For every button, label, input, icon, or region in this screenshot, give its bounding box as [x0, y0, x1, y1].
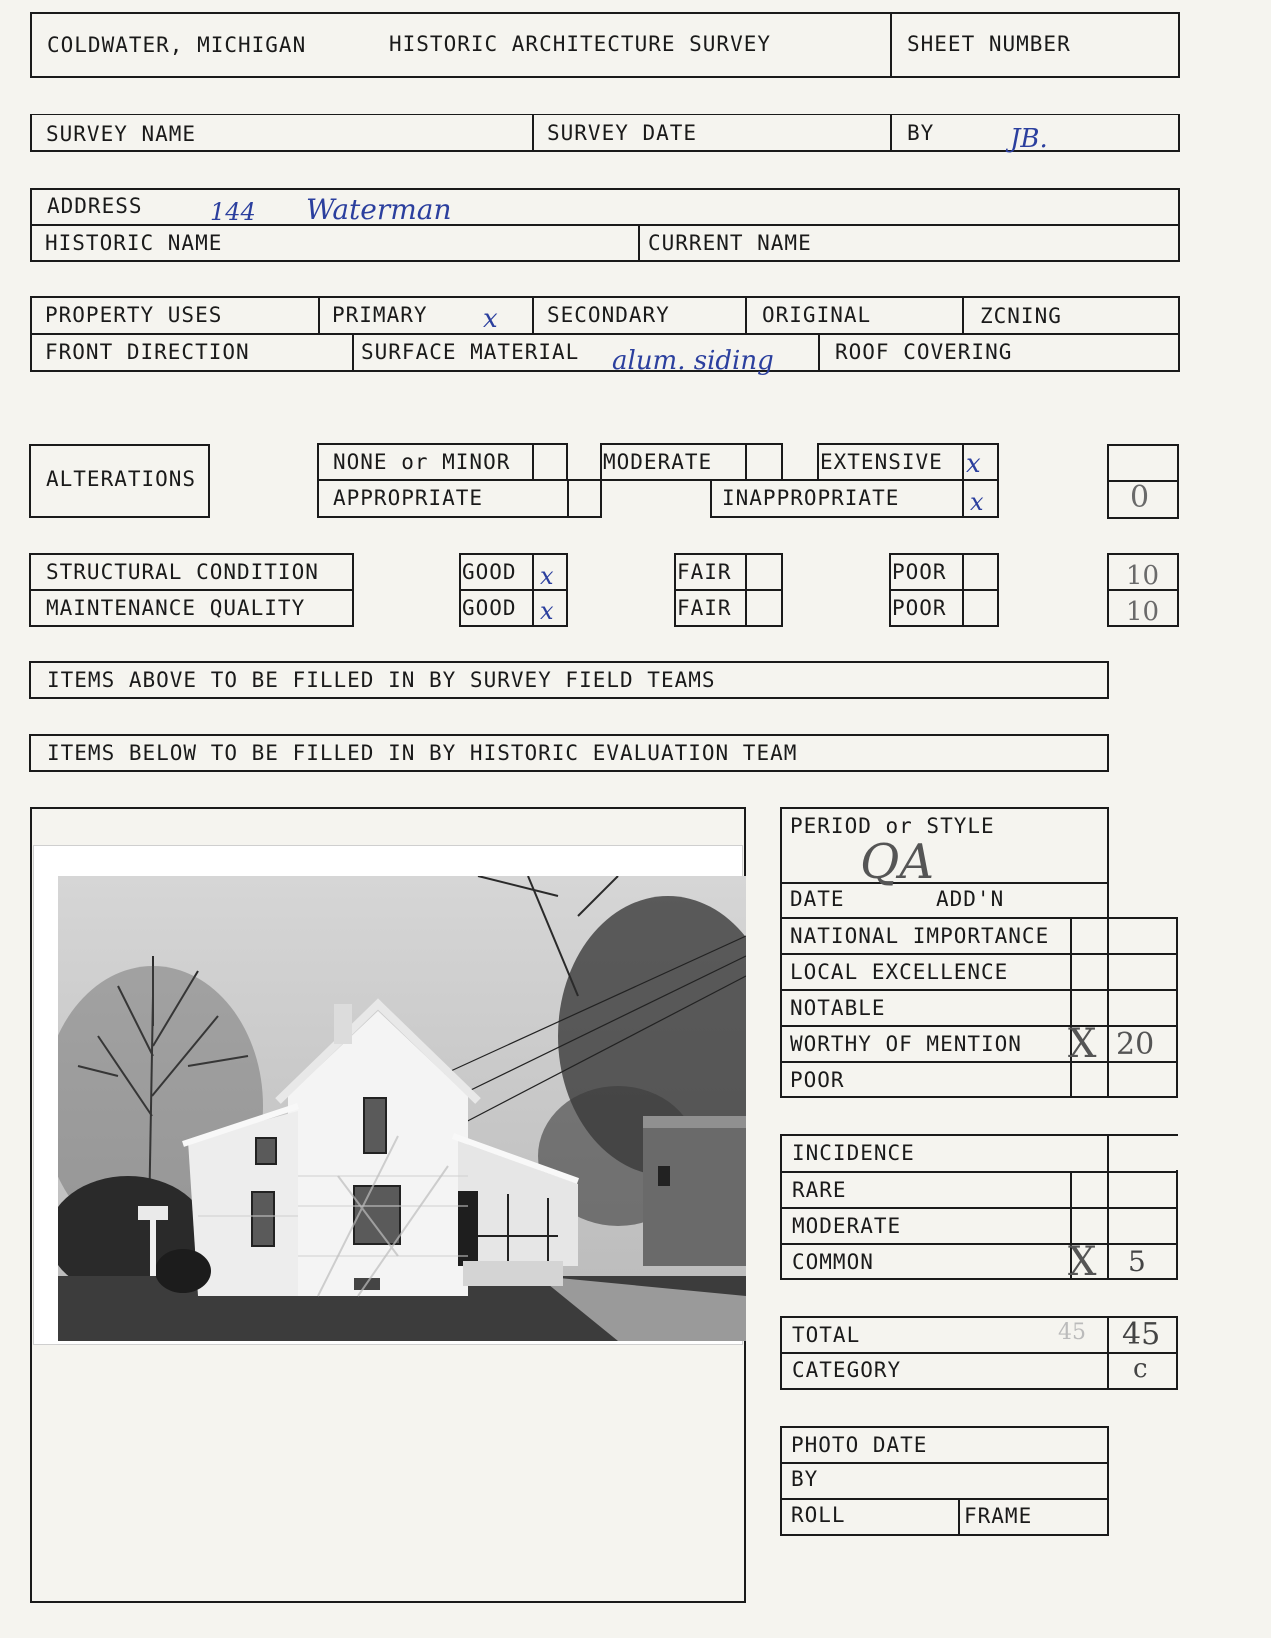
fair-label-1: FAIR — [677, 560, 732, 584]
inappropriate-label: INAPPROPRIATE — [722, 486, 900, 510]
frame-label: FRAME — [964, 1504, 1033, 1528]
property-uses-label: PROPERTY USES — [45, 303, 223, 327]
incidence-moderate-label: MODERATE — [792, 1214, 902, 1238]
extensive-mark: x — [966, 449, 981, 479]
historic-name-label: HISTORIC NAME — [45, 231, 223, 255]
date-label: DATE — [790, 887, 845, 911]
rare-label: RARE — [792, 1178, 847, 1202]
fair-label-2: FAIR — [677, 596, 732, 620]
good-label-1: GOOD — [462, 560, 517, 584]
period-style-value: QA — [860, 834, 935, 890]
notable-label: NOTABLE — [790, 996, 886, 1020]
zoning-label: ZCNING — [980, 304, 1062, 328]
original-label: ORIGINAL — [762, 303, 872, 327]
worthy-score: 20 — [1116, 1027, 1155, 1062]
incidence-label: INCIDENCE — [792, 1141, 915, 1165]
poor-label-2: POOR — [892, 596, 947, 620]
period-style-label: PERIOD or STYLE — [790, 814, 995, 838]
poor-label-1: POOR — [892, 560, 947, 584]
survey-name-label: SURVEY NAME — [46, 122, 197, 146]
maintenance-score: 10 — [1126, 597, 1160, 627]
maintenance-good-mark: x — [540, 597, 554, 625]
none-minor-label: NONE or MINOR — [333, 450, 511, 474]
survey-title: HISTORIC ARCHITECTURE SURVEY — [389, 32, 772, 56]
worthy-of-mention-label: WORTHY OF MENTION — [790, 1032, 1022, 1056]
address-number: 144 — [210, 198, 256, 226]
appropriate-label: APPROPRIATE — [333, 486, 484, 510]
structural-good-mark: x — [540, 562, 554, 590]
alterations-label: ALTERATIONS — [46, 467, 197, 491]
alterations-score: 0 — [1130, 480, 1150, 515]
address-street: Waterman — [306, 193, 452, 226]
by-value: JB. — [1010, 124, 1048, 154]
address-label: ADDRESS — [47, 194, 143, 218]
maintenance-quality-label: MAINTENANCE QUALITY — [46, 596, 306, 620]
extensive-label: EXTENSIVE — [820, 450, 943, 474]
surface-material-value: alum. siding — [612, 346, 774, 376]
secondary-label: SECONDARY — [547, 303, 670, 327]
poor-rating-label: POOR — [790, 1068, 845, 1092]
national-importance-label: NATIONAL IMPORTANCE — [790, 924, 1050, 948]
worthy-mark: X — [1068, 1021, 1097, 1067]
sheet-number-label: SHEET NUMBER — [907, 32, 1071, 56]
city-label: COLDWATER, MICHIGAN — [47, 33, 307, 57]
primary-label: PRIMARY — [332, 303, 428, 327]
local-excellence-label: LOCAL EXCELLENCE — [790, 960, 1009, 984]
house-photo — [58, 876, 746, 1341]
current-name-label: CURRENT NAME — [648, 231, 812, 255]
photo-by-label: BY — [791, 1467, 819, 1491]
common-label: COMMON — [792, 1250, 874, 1274]
structural-score: 10 — [1126, 561, 1160, 591]
common-mark: X — [1068, 1239, 1097, 1285]
total-faint: 45 — [1058, 1320, 1086, 1345]
surface-material-label: SURFACE MATERIAL — [361, 340, 580, 364]
primary-mark: x — [483, 304, 498, 334]
roll-label: ROLL — [791, 1503, 846, 1527]
addn-label: ADD'N — [936, 887, 1005, 911]
good-label-2: GOOD — [462, 596, 517, 620]
total-label: TOTAL — [792, 1323, 861, 1347]
by-label: BY — [907, 121, 935, 145]
inappropriate-mark: x — [970, 488, 984, 516]
roof-covering-label: ROOF COVERING — [835, 340, 1013, 364]
category-label: CATEGORY — [792, 1358, 902, 1382]
moderate-label: MODERATE — [603, 450, 713, 474]
category-value: c — [1133, 1354, 1148, 1384]
total-value: 45 — [1122, 1317, 1161, 1352]
front-direction-label: FRONT DIRECTION — [45, 340, 250, 364]
common-score: 5 — [1128, 1245, 1146, 1278]
photo-date-label: PHOTO DATE — [791, 1433, 928, 1457]
survey-date-label: SURVEY DATE — [547, 121, 698, 145]
structural-condition-label: STRUCTURAL CONDITION — [46, 560, 319, 584]
